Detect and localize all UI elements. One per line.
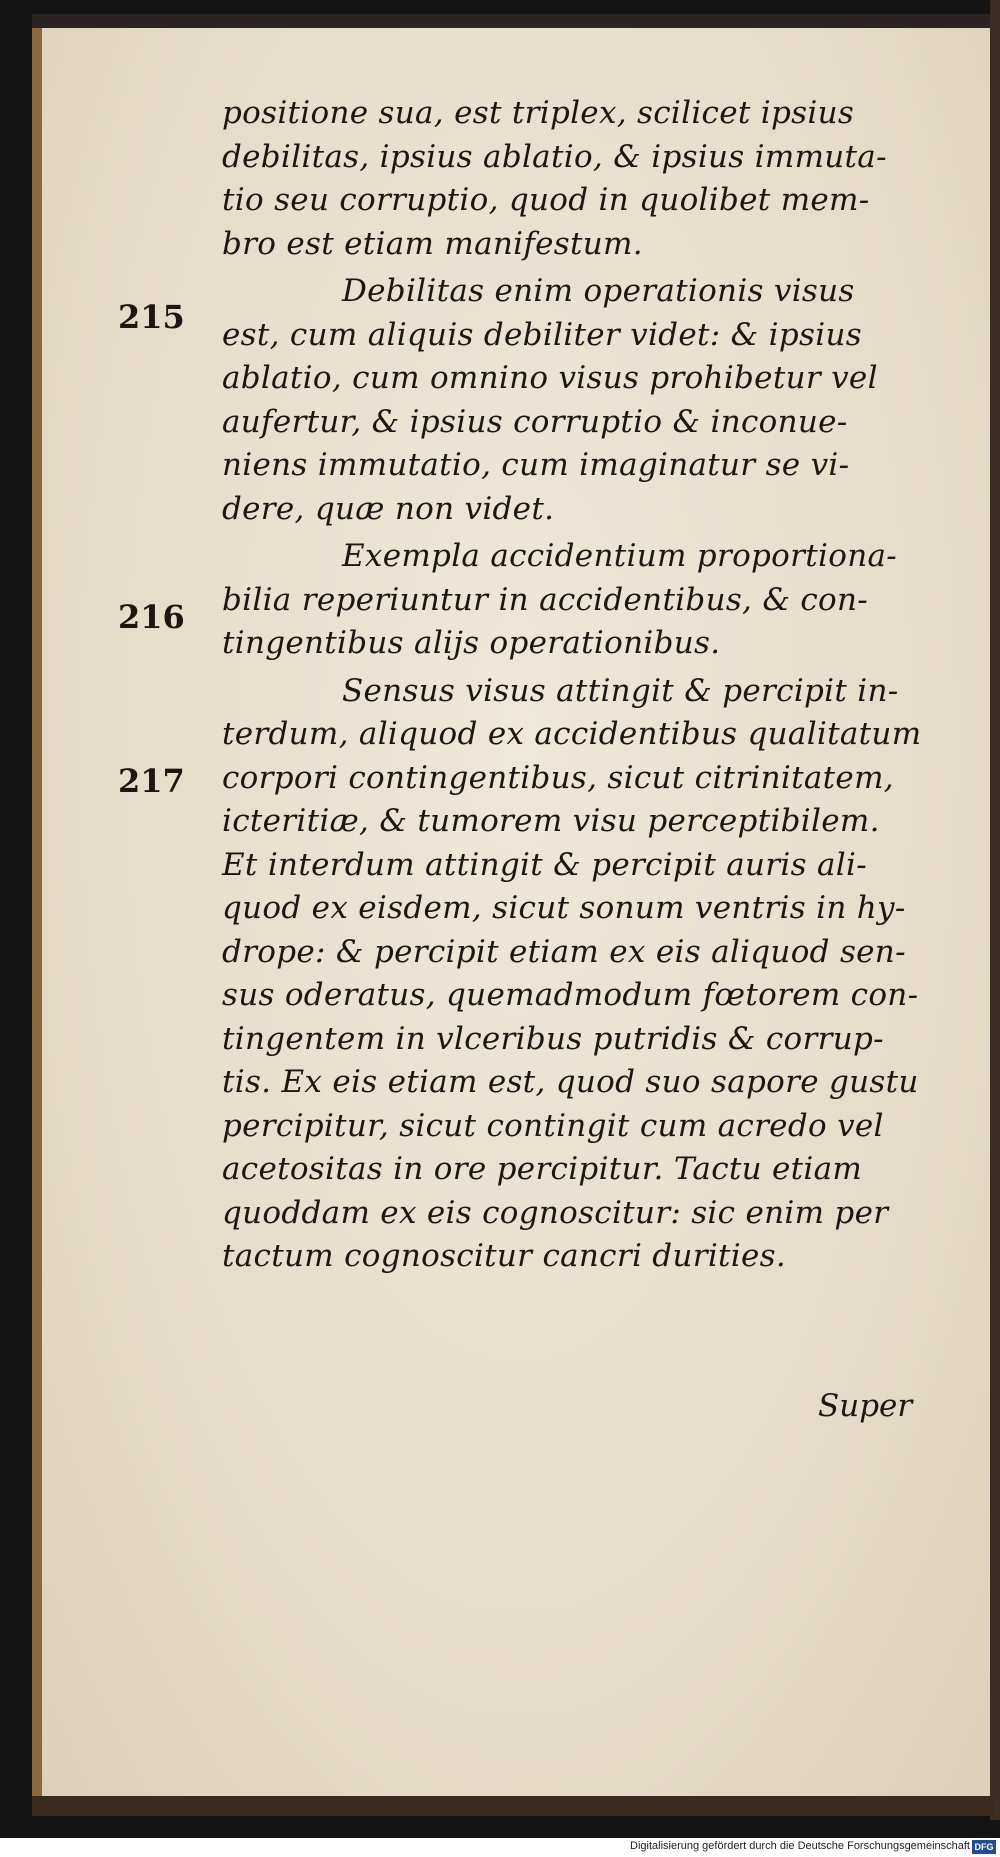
text-line: est, cum aliquis debiliter videt: & ipsius	[222, 316, 862, 353]
text-line: dere, quæ non videt.	[222, 490, 555, 527]
text-line: acetositas in ore percipitur. Tactu etiam	[222, 1151, 863, 1187]
text-line: corpori contingentibus, sicut citrinitatem,	[222, 759, 894, 796]
text-line: Sensus visus attingit & percipit in-	[342, 672, 899, 709]
text-line: aufertur, & ipsius corruptio & inconue-	[222, 403, 848, 440]
text-line: bro est etiam manifestum.	[222, 225, 643, 262]
dfg-logo-icon: DFG	[972, 1840, 996, 1854]
text-line: terdum, aliquod ex accidentibus qualitatum	[222, 716, 922, 752]
text-line: quoddam ex eis cognoscitur: sic enim per	[222, 1194, 889, 1231]
text-line: debilitas, ipsius ablatio, & ipsius immuta-	[222, 138, 887, 175]
catchword: Super	[818, 1388, 913, 1424]
text-line: tio seu corruptio, quod in quolibet mem-	[222, 182, 870, 218]
text-line: percipitur, sicut contingit cum acredo vel	[222, 1107, 884, 1144]
text-line: bilia reperiuntur in accidentibus, & con-	[222, 581, 869, 618]
text-line: quod ex eisdem, sicut sonum ventris in hy-	[222, 890, 906, 926]
text-line: tingentibus alijs operationibus.	[222, 625, 721, 661]
text-line: icteritiæ, & tumorem visu perceptibilem.	[222, 803, 880, 839]
text-line: tis. Ex eis etiam est, quod suo sapore gustu	[222, 1064, 919, 1100]
margin-number-217: 217	[118, 762, 185, 800]
main-text	[222, 92, 922, 1279]
margin-number-216: 216	[118, 598, 185, 636]
text-line: tactum cognoscitur cancri durities.	[222, 1238, 787, 1274]
page-right-edge	[990, 0, 1000, 1820]
text-line: ablatio, cum omnino visus prohibetur vel	[222, 360, 878, 396]
margin-number-215: 215	[118, 298, 185, 336]
text-line: sus oderatus, quemadmodum fœtorem con-	[222, 977, 919, 1013]
text-line: Et interdum attingit & percipit auris ali-	[222, 846, 867, 883]
text-line: niens immutatio, cum imaginatur se vi-	[222, 447, 850, 483]
text-line: drope: & percipit etiam ex eis aliquod sen-	[222, 933, 906, 970]
digitization-credit: Digitalisierung gefördert durch die Deutsche Forschungsgemeinschaft	[630, 1840, 970, 1852]
text-line: Exempla accidentium proportiona-	[342, 538, 898, 574]
text-line: tingentem in vlceribus putridis & corrup-	[222, 1020, 884, 1057]
page-bottom-edge	[32, 1796, 994, 1816]
text-line: positione sua, est triplex, scilicet ipsius	[222, 95, 855, 131]
text-line: Debilitas enim operationis visus	[342, 273, 855, 309]
